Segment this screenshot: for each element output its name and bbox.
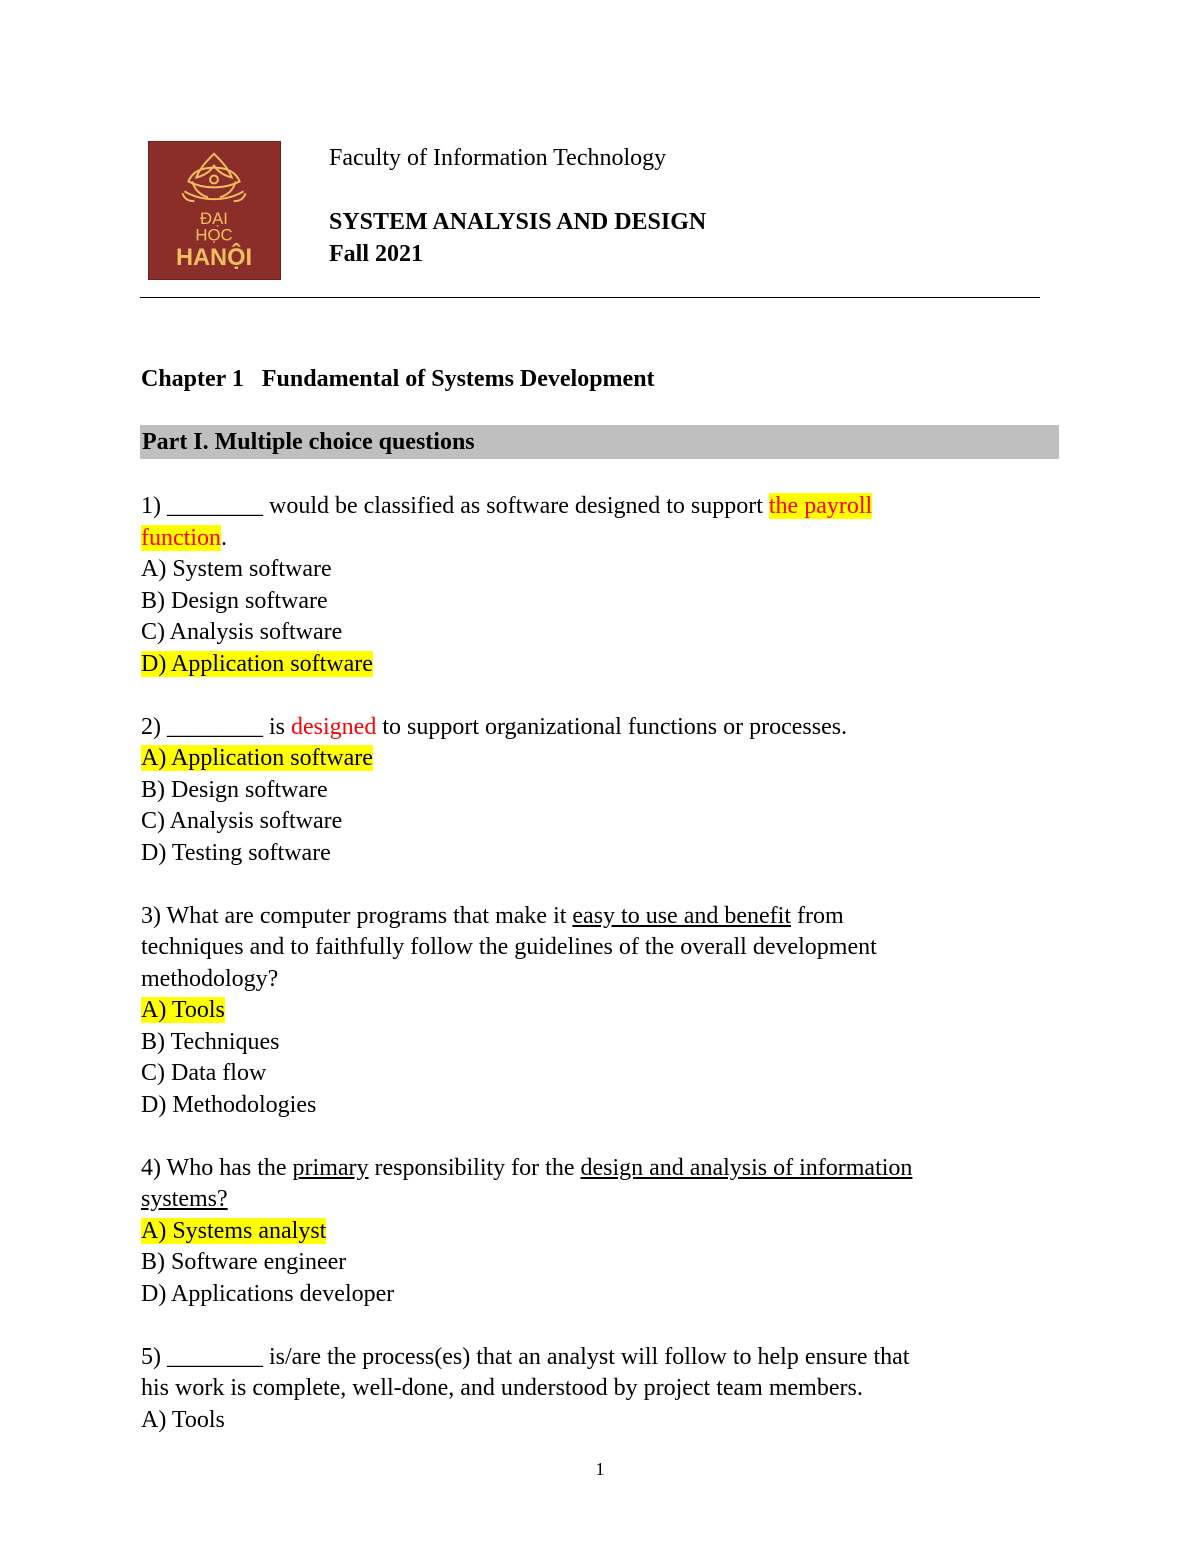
question-stem-cont: his work is complete, well-done, and understood by project team members. (141, 1375, 863, 1401)
option (141, 1405, 1041, 1437)
stem-underline: systems? (141, 1186, 228, 1212)
stem-text: . (220, 524, 227, 551)
option-text: D) Testing software (141, 839, 331, 866)
logo-text-hoc: HỌC (195, 225, 233, 245)
stem-text: from (791, 902, 844, 929)
option-text: C) Analysis software (141, 808, 343, 834)
option (141, 1247, 1041, 1279)
correct-answer: A) Systems analyst (141, 1217, 327, 1244)
option-text: A) System software (141, 556, 332, 582)
question-3 (141, 901, 1041, 1122)
stem-text: to support organizational functions or processes. (376, 713, 848, 740)
option (141, 586, 1041, 618)
stem-underline: primary (292, 1154, 369, 1181)
option (141, 838, 1041, 870)
logo-text-dai: ĐẠI (200, 208, 228, 228)
question-stem-cont (141, 523, 1041, 555)
stem-text: responsibility for the (368, 1154, 581, 1181)
option (141, 806, 1041, 838)
option-correct (141, 1216, 1041, 1248)
question-stem (141, 491, 1041, 523)
chapter-title: Fundamental of Systems Development (261, 366, 655, 392)
option (141, 1090, 1041, 1122)
stem-text: 4) Who has the (141, 1154, 293, 1181)
correct-answer: A) Application software (141, 745, 373, 771)
option (141, 775, 1041, 807)
option-text: D) Methodologies (141, 1091, 317, 1118)
question-stem-cont (141, 1184, 1041, 1216)
option-text: C) Data flow (141, 1060, 267, 1086)
option-text: C) Analysis software (141, 619, 343, 645)
correct-answer: A) Tools (141, 997, 225, 1023)
option-correct (141, 995, 1041, 1027)
lotus-emblem-icon (149, 142, 280, 279)
option-text: D) Applications developer (141, 1280, 395, 1307)
question-1 (141, 491, 1041, 680)
chapter-number: Chapter 1 (141, 366, 244, 392)
question-stem (141, 712, 1041, 744)
question-stem (141, 1153, 1041, 1185)
question-list (141, 491, 1041, 1468)
option (141, 617, 1041, 649)
question-2 (141, 712, 1041, 870)
stem-red-word: designed (291, 713, 377, 740)
logo-text-hanoi: HANỘI (175, 245, 253, 272)
option-text: B) Design software (141, 776, 328, 803)
option (141, 1279, 1041, 1311)
university-logo (148, 141, 281, 280)
option-correct (141, 649, 1041, 681)
correct-answer: D) Application software (141, 650, 373, 677)
stem-highlight: the payroll (768, 493, 873, 519)
question-stem-cont: methodology? (141, 965, 279, 992)
faculty-name: Faculty of Information Technology (329, 145, 667, 171)
option-text: A) Tools (141, 1406, 225, 1433)
option (141, 1027, 1041, 1059)
course-title: SYSTEM ANALYSIS AND DESIGN (329, 209, 707, 235)
stem-text: 2) ________ is (141, 713, 291, 740)
option-text: B) Software engineer (141, 1249, 347, 1275)
option-correct (141, 743, 1041, 775)
question-5 (141, 1342, 1041, 1437)
stem-text: 3) What are computer programs that make it (141, 902, 573, 929)
chapter-heading (141, 366, 655, 393)
stem-underline: easy to use and benefit (572, 902, 791, 929)
part-heading: Part I. Multiple choice questions (142, 429, 475, 455)
option (141, 1058, 1041, 1090)
stem-underline: design and analysis of information (580, 1154, 913, 1181)
question-stem (141, 901, 1041, 933)
course-term: Fall 2021 (329, 241, 423, 267)
stem-text: 1) ________ would be classified as software designed to support (141, 493, 769, 519)
header-divider (140, 297, 1040, 298)
stem-highlight: function (141, 524, 221, 551)
option (141, 554, 1041, 586)
option-text: B) Design software (141, 587, 328, 614)
option-text: B) Techniques (141, 1028, 280, 1055)
question-4 (141, 1153, 1041, 1311)
question-stem-cont: techniques and to faithfully follow the guidelines of the overall development (141, 934, 877, 960)
question-stem: 5) ________ is/are the process(es) that an analyst will follow to help ensure that (141, 1343, 910, 1370)
page-number: 1 (595, 1459, 605, 1479)
